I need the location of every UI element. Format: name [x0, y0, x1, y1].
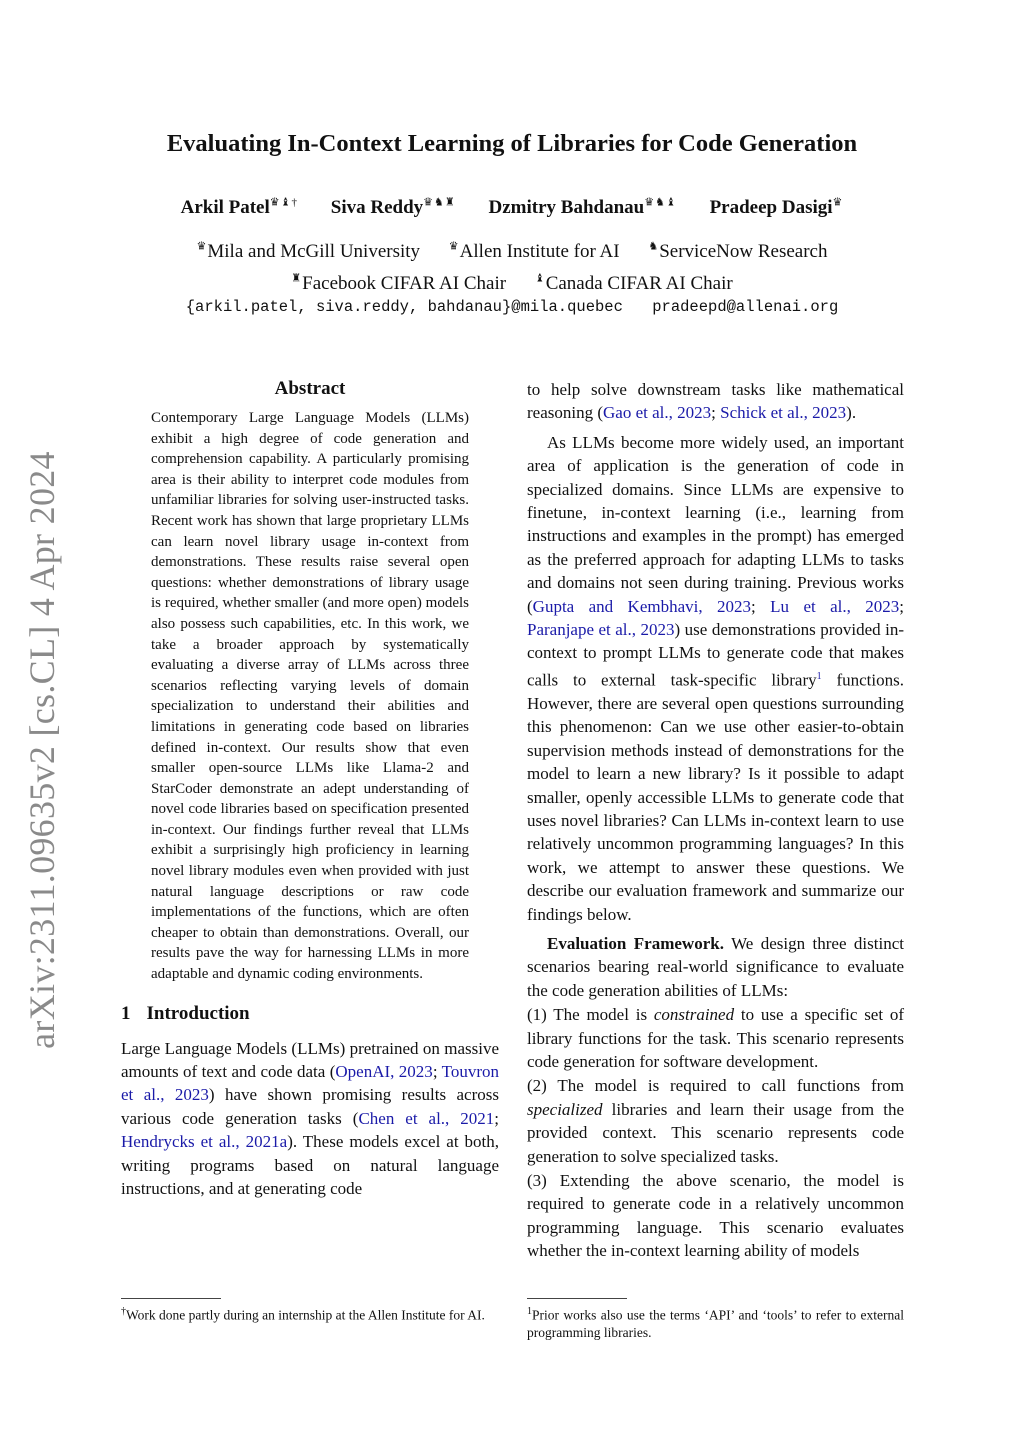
- citation-link[interactable]: Chen et al., 2021: [358, 1108, 495, 1128]
- section-title: Introduction: [146, 1002, 250, 1024]
- author-list: [120, 196, 904, 219]
- citation-link[interactable]: OpenAI, 2023: [335, 1062, 433, 1082]
- affiliations-line-1: [120, 234, 904, 265]
- affiliation: ♜Facebook CIFAR AI Chair: [291, 272, 507, 294]
- footnote: †Work done partly during an internship at the Allen Institute for AI.: [121, 1306, 485, 1323]
- arxiv-stamp-text: arXiv:2311.09635v2 [cs.CL] 4 Apr 2024: [22, 451, 63, 1049]
- citation-link[interactable]: Paranjape et al., 2023: [527, 620, 675, 640]
- affiliation: ♛Mila and McGill University: [196, 241, 421, 263]
- right-footnote-block: [527, 1290, 904, 1341]
- affiliation: ♞ServiceNow Research: [648, 241, 828, 263]
- paragraph: As LLMs become more widely used, an important area of application is the generation of code in specialized domains. Since LLMs are expensive to finetune, in-context learning (i.e., learning from instructions and examples in the prompt) has emerged as the preferred approach for adapting LLMs to tasks and domains not seen during training. Previous works (Gupta and Kembhavi, 2023; Lu et al., 2023; Paranjape et al., 2023) use demonstrations provided in-context to prompt LLMs to generate code that makes calls to external task-specific library$^1$ functions. However, there are several open questions surrounding this phenomenon: Can we use other easier-to-obtain supervision methods instead of demonstrations for the model to learn a new library? Is it possible to adapt smaller, openly accessible LLMs to generate code that uses novel libraries? Can LLMs in-context learn to use relatively uncommon programming languages? In this work, we attempt to answer these questions. We describe our evaluation framework and summarize our findings below.: [527, 432, 905, 924]
- paragraph: Evaluation Framework. We design three distinct scenarios bearing real-world significance to evaluate the code generation abilities of LLMs:: [527, 934, 904, 1000]
- author: Siva Reddy♛♞♜: [330, 197, 456, 219]
- affiliations-line-2: [120, 265, 904, 296]
- footnote-divider: [121, 1298, 221, 1299]
- affiliation: ♝Canada CIFAR AI Chair: [534, 272, 733, 294]
- list-item: (3) Extending the above scenario, the model is required to generate code in a relatively uncommon programming language. This scenario evaluates whether the in-context learning ability of models: [527, 1171, 904, 1261]
- paper-title: Evaluating In-Context Learning of Libraries for Code Generation: [166, 130, 858, 157]
- list-item: (1) The model is constrained to use a specific set of library functions for the task. This scenario represents code generation for software development.: [527, 1005, 905, 1072]
- list-item: (2) The model is required to call functions from specialized libraries and learn their usage from the provided context. This scenario represents code generation to solve specialized tasks.: [527, 1076, 904, 1166]
- author-emails: [120, 298, 904, 316]
- abstract-text: Contemporary Large Language Models (LLMs) exhibit a high degree of code generation and comprehension capability. A particularly promising area is their ability to interpret code modules from unfamiliar libraries for solving user-instructed tasks. Recent work has shown that large proprietary LLMs can learn novel library usage in-context from demonstrations. These results raise several open questions: whether demonstrations of library usage is required, whether smaller (and more open) models also possess such capabilities, etc. In this work, we take a broader approach by systematically evaluating a diverse array of LLMs across three scenarios reflecting varying levels of domain specialization to understand their abilities and limitations in generating code based on libraries defined in-context. Our results show that even smaller open-source LLMs like Llama-2 and StarCoder demonstrate an adept understanding of novel code libraries based on specification presented in-context. Our findings further reveal that LLMs exhibit a surprisingly high proficiency in learning novel library modules even when provided with just natural language descriptions or raw code implementations of the functions, which are often cheaper to obtain than demonstrations. Overall, our results pave the way for harnessing LLMs in more adaptable and dynamic coding environments.: [151, 410, 469, 983]
- citation-link[interactable]: Schick et al., 2023: [720, 403, 847, 423]
- email[interactable]: pradeepd@allenai.org: [652, 298, 839, 316]
- section-heading: [121, 1003, 499, 1025]
- footnote: $^1$Prior works also use the terms ‘API’ and ‘tools’ to refer to external programming libraries.: [527, 1306, 904, 1340]
- left-footnote-block: [121, 1290, 499, 1324]
- left-column: [121, 378, 499, 1200]
- paragraph-heading: Evaluation Framework.: [547, 934, 724, 953]
- paragraph: to help solve downstream tasks like mathematical reasoning (Gao et al., 2023; Schick et al., 2023).: [527, 380, 904, 423]
- citation-link[interactable]: Hendrycks et al., 2021a: [121, 1132, 288, 1152]
- footnote-divider: [527, 1298, 627, 1299]
- right-column: [527, 378, 904, 1263]
- affiliation: ♛Allen Institute for AI: [448, 241, 620, 263]
- citation-link[interactable]: Lu et al., 2023: [770, 596, 900, 616]
- section-number: 1: [121, 1002, 131, 1024]
- citation-link[interactable]: Gupta and Kembhavi, 2023: [532, 596, 752, 616]
- footnote-ref[interactable]: 1: [816, 670, 822, 682]
- abstract-heading: Abstract: [274, 378, 346, 399]
- author: Arkil Patel♛♝†: [180, 197, 299, 219]
- affiliations: [120, 234, 904, 297]
- citation-link[interactable]: Gao et al., 2023: [603, 403, 712, 423]
- author: Dzmitry Bahdanau♛♞♝: [488, 197, 677, 219]
- arxiv-stamp: [12, 451, 72, 1049]
- intro-paragraph: Large Language Models (LLMs) pretrained on massive amounts of text and code data (OpenAI, 2023; Touvron et al., 2023) have shown promising results across various code generation tasks (Chen et al., 2021; Hendrycks et al., 2021a). These models excel at both, writing programs based on natural language instructions, and at generating code: [121, 1038, 500, 1199]
- email[interactable]: {arkil.patel, siva.reddy, bahdanau}@mila.quebec: [185, 298, 623, 316]
- author: Pradeep Dasigi♛: [709, 197, 844, 219]
- citation-link[interactable]: Touvron et al., 2023: [121, 1062, 500, 1105]
